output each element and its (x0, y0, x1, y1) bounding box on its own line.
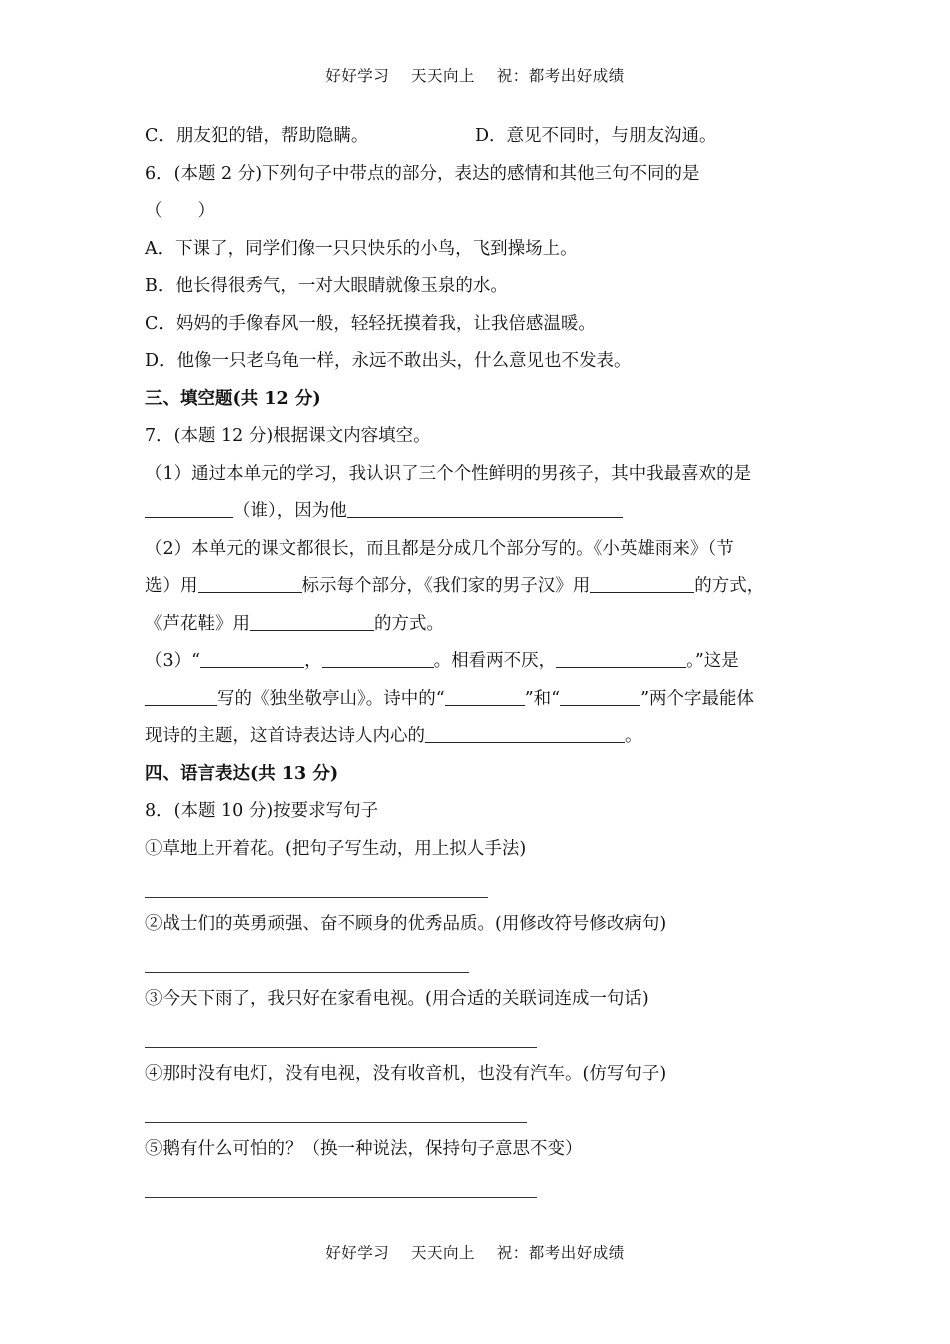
fill-blank-who[interactable] (145, 500, 233, 518)
fill-blank-poem-3[interactable] (556, 650, 686, 668)
fill-blank-feeling[interactable] (425, 725, 625, 743)
q8-answer-1[interactable] (145, 868, 810, 906)
q7-part2-line3 (145, 606, 810, 644)
answer-line (145, 1122, 527, 1123)
q8-answer-5[interactable] (145, 1168, 810, 1206)
fill-blank-method-2[interactable] (250, 613, 374, 631)
q8-answer-2[interactable] (145, 943, 810, 981)
q7-part3-text-c: 。相看两不厌， (433, 651, 557, 671)
q8-item-3: ③今天下雨了，我只好在家看电视。(用合适的关联词连成一句话) (145, 988, 649, 1009)
q8-stem: 8．(本题 10 分)按要求写句子 (145, 801, 379, 821)
q7-part3-line2 (145, 681, 810, 719)
fill-blank-reason[interactable] (347, 500, 623, 518)
fill-blank-marker[interactable] (198, 575, 302, 593)
q7-part3-text-f: ”和“ (524, 688, 561, 709)
q6-option-a: A．下课了，同学们像一只只快乐的小鸟，飞到操场上。 (145, 238, 578, 259)
q6-stem: 6．(本题 2 分)下列句子中带点的部分，表达的感情和其他三句不同的是 (145, 163, 700, 184)
q7-part2-text-c: 的方式， (694, 576, 765, 596)
q7-part3-line1 (145, 643, 810, 681)
q7-part3-text-d: 。”这是 (686, 651, 739, 671)
q7-part2-line2 (145, 568, 810, 606)
q7-part2-text-a: 选）用 (145, 576, 198, 596)
section3-title: 三、填空题(共 12 分) (145, 388, 321, 409)
q7-part2-line1: （2）本单元的课文都很长，而且都是分成几个部分写的。《小英雄雨来》（节 (145, 538, 734, 559)
fill-blank-poem-2[interactable] (322, 650, 434, 668)
q7-part1-line2 (145, 493, 810, 531)
q8-item-1: ①草地上开着花。(把句子写生动，用上拟人手法) (145, 838, 527, 859)
page-footer: 好好学习 天天向上 祝：都考出好成绩 (325, 1244, 625, 1262)
fill-blank-method-1[interactable] (590, 575, 694, 593)
q7-part3-text-g: ”两个字最能体 (640, 688, 755, 709)
q7-part2-text-d: 《芦花鞋》用 (145, 613, 250, 634)
q5-option-d: D．意见不同时，与朋友沟通。 (475, 126, 717, 146)
q7-part1-text: （谁），因为他 (233, 501, 347, 521)
q7-part2-text-e: 的方式。 (374, 613, 444, 634)
q5-options-row (145, 118, 810, 156)
q7-part3-line3 (145, 718, 810, 756)
answer-line (145, 972, 469, 973)
q7-part3-text-a: （3）“ (145, 651, 201, 671)
q7-part1-line1: （1）通过本单元的学习，我认识了三个个性鲜明的男孩子，其中我最喜欢的是 (145, 463, 752, 484)
section4-title: 四、语言表达(共 13 分) (145, 763, 339, 784)
q8-item-5: ⑤鹅有什么可怕的？（换一种说法，保持句子意思不变） (145, 1138, 583, 1159)
q8-item-2: ②战士们的英勇顽强、奋不顾身的优秀品质。(用修改符号修改病句) (145, 913, 667, 934)
q6-option-d: D．他像一只老乌龟一样，永远不敢出头，什么意见也不发表。 (145, 351, 632, 371)
fill-blank-poem-1[interactable] (200, 650, 304, 668)
fill-blank-poet[interactable] (145, 688, 217, 706)
q7-part3-text-b: ， (304, 651, 322, 671)
fill-blank-char-2[interactable] (560, 688, 640, 706)
exam-content (145, 118, 810, 1206)
q6-option-c: C．妈妈的手像春风一般，轻轻抚摸着我，让我倍感温暖。 (145, 313, 596, 334)
q8-item-4: ④那时没有电灯，没有电视，没有收音机，也没有汽车。(仿写句子) (145, 1063, 667, 1084)
q6-option-b: B．他长得很秀气，一对大眼睛就像玉泉的水。 (145, 276, 508, 296)
q8-answer-4[interactable] (145, 1093, 810, 1131)
q6-answer-paren: （ ） (145, 201, 215, 221)
answer-line (145, 897, 488, 898)
q8-answer-3[interactable] (145, 1018, 810, 1056)
answer-line (145, 1197, 537, 1198)
q5-option-c: C．朋友犯的错，帮助隐瞒。 (145, 126, 369, 146)
q7-stem: 7．(本题 12 分)根据课文内容填空。 (145, 426, 431, 446)
q7-part2-text-b: 标示每个部分，《我们家的男子汉》用 (301, 576, 591, 596)
q7-part3-text-i: 。 (625, 726, 643, 746)
fill-blank-char-1[interactable] (445, 688, 525, 706)
page-header: 好好学习 天天向上 祝：都考出好成绩 (325, 67, 625, 85)
answer-line (145, 1047, 537, 1048)
q7-part3-text-e: 写的《独坐敬亭山》。诗中的“ (217, 688, 445, 709)
q7-part3-text-h: 现诗的主题，这首诗表达诗人内心的 (145, 726, 425, 746)
